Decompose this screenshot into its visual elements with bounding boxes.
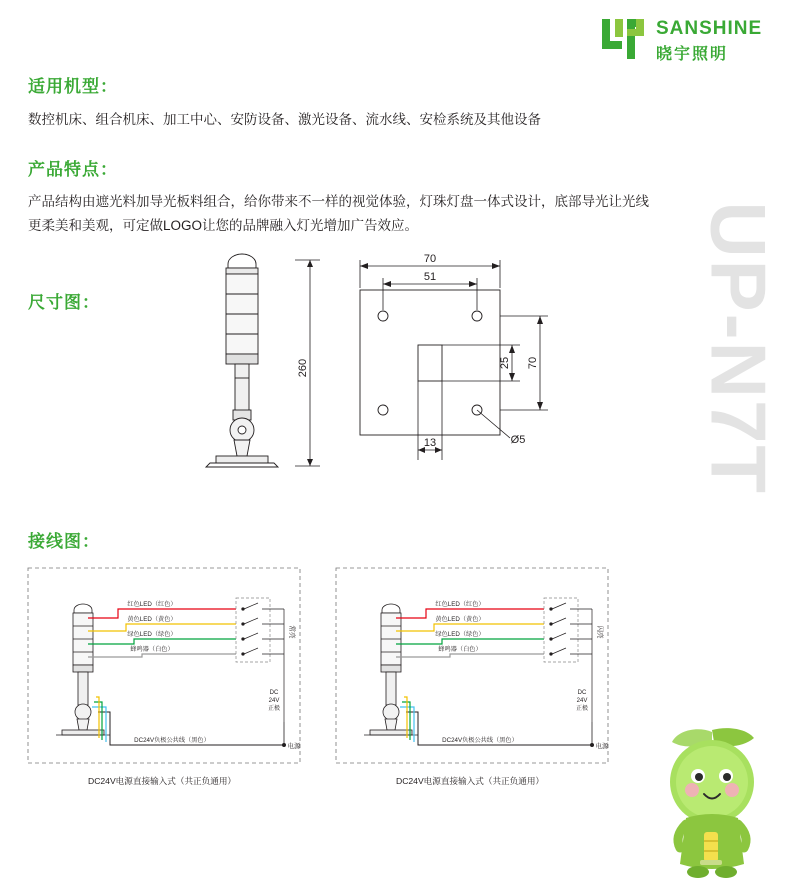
wire-label-buzzer: 蜂鸣器（白色）	[438, 646, 482, 653]
dim-hole-label: Ø5	[510, 434, 526, 446]
wiring-diagram-steady	[22, 562, 322, 797]
common-wire-label: DC24V负极公共线（黑色）	[442, 737, 518, 744]
wire-label-green: 绿色LED（绿色）	[127, 631, 177, 638]
supply-label-2: 24V	[576, 698, 588, 704]
mode-label: 闪亮	[596, 625, 603, 639]
mode-label: 常亮	[288, 625, 295, 639]
up-logo-icon	[600, 16, 646, 62]
wiring-caption: DC24V电源直接输入式（共正负通用）	[87, 776, 237, 786]
supply-label-2: 24V	[268, 698, 280, 704]
dim-height-inner-label: 25	[499, 356, 511, 370]
brand-name-cn: 晓宇照明	[656, 46, 729, 63]
common-wire-label: DC24V负极公共线（黑色）	[134, 737, 210, 744]
section-title-wiring: 接线图：	[28, 532, 100, 551]
brand-logo	[600, 14, 770, 66]
dim-width-top-label: 70	[423, 253, 437, 265]
power-label: 电源	[287, 743, 301, 750]
dim-height-outer-label: 70	[527, 356, 539, 370]
supply-label-3: 正极	[267, 706, 281, 712]
section-body-applicable: 数控机床、组合机床、加工中心、安防设备、激光设备、流水线、安检系统及其他设备	[28, 112, 541, 127]
wire-label-green: 绿色LED（绿色）	[435, 631, 485, 638]
brand-name-en: SANSHINE	[656, 18, 763, 39]
wire-label-yellow: 黄色LED（黄色）	[127, 616, 177, 623]
section-title-dimension: 尺寸图：	[28, 293, 100, 312]
power-label: 电源	[595, 743, 609, 750]
wire-label-yellow: 黄色LED（黄色）	[435, 616, 485, 623]
dim-width-inner-label: 51	[423, 271, 437, 283]
supply-label-1: DC	[269, 690, 279, 696]
section-title-features: 产品特点：	[28, 160, 118, 179]
wire-label-red: 红色LED（红色）	[127, 601, 177, 608]
wire-label-buzzer: 蜂鸣器（白色）	[130, 646, 174, 653]
section-body-features	[28, 190, 718, 238]
watermark-model: UP-N7T	[695, 201, 783, 495]
mascot-icon	[642, 720, 782, 880]
dimension-drawing	[180, 250, 740, 495]
supply-label-1: DC	[577, 690, 587, 696]
dim-height-label: 260	[297, 358, 309, 378]
wire-label-red: 红色LED（红色）	[435, 601, 485, 608]
features-line-2: 更柔美和美观，可定做LOGO让您的品牌融入灯光增加广告效应。	[28, 218, 419, 233]
features-line-1: 产品结构由遮光料加导光板料组合，给你带来不一样的视觉体验，灯珠灯盘一体式设计，底部导光让光线	[28, 194, 649, 209]
section-title-applicable: 适用机型：	[28, 77, 118, 96]
wiring-caption: DC24V电源直接输入式（共正负通用）	[395, 776, 545, 786]
dim-bottom-offset-label: 13	[423, 437, 437, 449]
supply-label-3: 正极	[575, 706, 589, 712]
wiring-diagram-flash	[330, 562, 630, 797]
